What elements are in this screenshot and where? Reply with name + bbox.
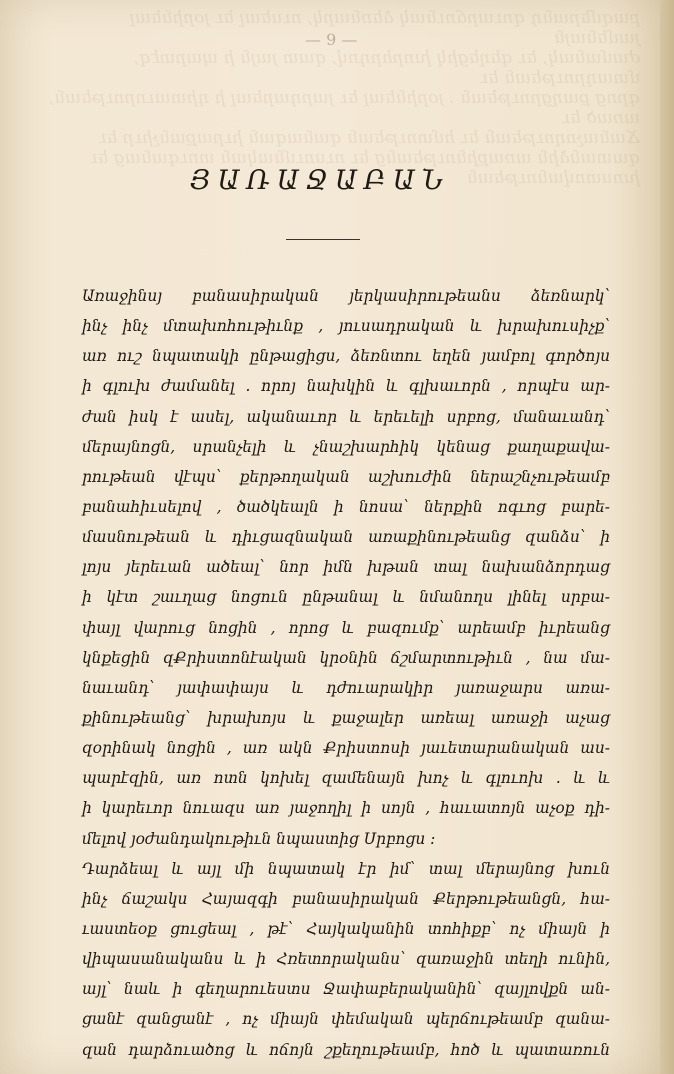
bleed-through-text: բազմերանդ զուարճունակ ձեռնարկ, ուսեալ եւ յօրինեալ յամենայն ժամանակ, եւ գեղեցիկ խորհրդով, զատ յայն ի պարտէզ, մտադրութեան եւ գրոց քաղցրութեան . յօրինեալ եւ յարդարեալ ի դիտաւորութեան, առած եւ Ճանաչողութեան եւ հմտութեան զանազան իւրաքանչիւր եւ զատանձին առաքինութեանց եւ ուսումնական տուգանաց եւ խոստովանութեան: [48, 8, 640, 188]
text-line: լոյս յերեւան ածեալ՝ նոր իմն խթան տալ նախանձորդաց: [82, 558, 610, 577]
text-line: փայլ վարուց նոցին , որոց և բազումք՝ արեամբ իւրեանց: [82, 618, 610, 637]
text-line: նաւանդ՝ յափափայս և դժուարակիր յառաջարս առա-: [82, 678, 610, 697]
body-text: [82, 281, 610, 1065]
text-line: զան դարձուածոց և ոճոյն շքեղութեամբ, հոծ և պատառուն: [82, 1040, 610, 1059]
text-line: ցանէ զանցանէ , ոչ միայն փեմական պերճութեամբ զանա-: [82, 1010, 610, 1029]
text-line: կնքեցին զՔրիստոնէական կրօնին ճշմարտութիւն , նա մա-: [82, 648, 610, 667]
text-line: րութեան վէպս՝ քերթողական աշխուժին ներաշնչութեամբ: [82, 467, 610, 486]
text-line: մասնութեան և դիւցազնական առաքինութեանց զանձս՝ ի: [82, 528, 610, 547]
text-line: զօրինակ նոցին , առ ակն Քրիստոսի յաւետարանական աս-: [82, 739, 610, 758]
text-line: ի կէտ շաւղաց նոցուն ընթանալ և նմանողս լինել սրբա-: [82, 588, 610, 607]
text-line: քինութեանց՝ խրախոյս և քաջալեր առեալ առաջի աչաց: [82, 708, 610, 727]
text-line: ի գլուխ ժամանել . որոյ նախկին և գլխաւորն , որպէս ար-: [82, 377, 610, 396]
text-line: բանահիւսելով , ծածկեալն ի նոսա՝ ներքին ոգւոց բարե-: [82, 497, 610, 516]
text-line: պարէզին, առ ոտն կոխել զամենայն խոչ և գլուոխ . և և: [82, 769, 610, 788]
text-line: այլ՝ նաև ի գեղարուեստս Ջափաբերականին՝ զայլովքն ան-: [82, 980, 610, 999]
text-line: ի կարեւոր նուազս առ յաջողիլ ի սոյն , հաւատոյն աչօք դի-: [82, 799, 610, 818]
book-edge: [660, 0, 674, 1074]
text-line: մերայնոցն, սրանչելի և չնաշխարհիկ կենաց քաղաքավա-: [82, 437, 610, 456]
text-line: ինչ ինչ մտախոհութիւնք , յուսադրական և խրախուսիչք՝: [82, 317, 610, 336]
text-line: Դարձեալ և այլ մի նպատակ էր իմ՝ տալ մերայնոց խուն: [82, 859, 610, 878]
text-line: վիպասանականս և ի Հռետորականս՝ զառաջին տեղի ունին,: [82, 950, 610, 969]
text-line: ժան իսկ է ասել, ականաւոր և երեւելի սրբոց, մանաւանդ՝: [82, 407, 610, 426]
text-line: մելով յօժանդակութիւն նպաստից Սրբոցս :: [82, 829, 436, 848]
text-line: առ ուշ նպատակի ընթացիցս, ձեռնտու եղեն յամբոլ գործոյս: [82, 347, 610, 366]
page-title: ՅԱՌԱՋԱԲԱՆ: [189, 165, 451, 196]
text-line: ւաստեօք ցուցեալ , թէ՝ Հայկականին տոհիքբ՝ ոչ միայն ի: [82, 919, 610, 938]
text-line: ինչ ճաշակս Հայազգի բանասիրական Քերթութեանցն, հա-: [82, 889, 610, 908]
title-divider: [286, 239, 360, 240]
text-line: Առաջինսյ բանասիրական յերկասիրութեանս ձեռնարկ՝: [82, 287, 610, 305]
page-number: — 9 —: [305, 30, 358, 49]
